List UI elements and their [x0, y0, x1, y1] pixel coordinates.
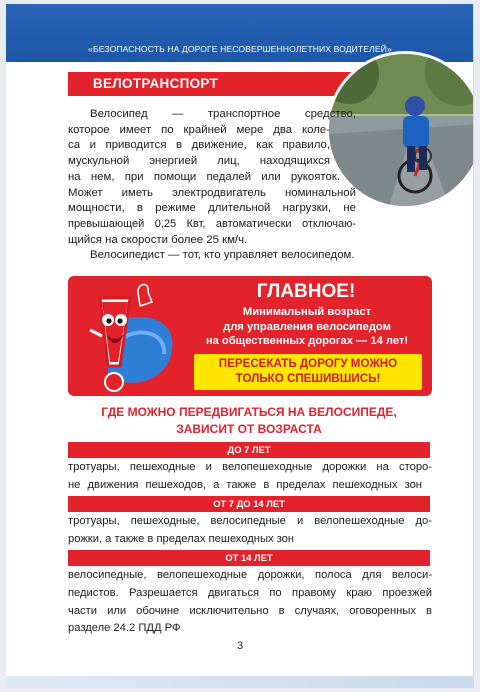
intro-paragraph	[68, 107, 356, 264]
where-to-ride-heading	[68, 404, 430, 437]
age-group-label: ОТ 14 ЛЕТ	[68, 550, 430, 566]
age-group-line: тротуары, пешеходные, велосипедные и велопешеходные до-	[68, 515, 432, 527]
minimum-age-text	[184, 305, 430, 349]
page-number: 3	[236, 640, 244, 652]
age-group-line: тротуары, пешеходные и велопешеходные дорожки на сторо-	[68, 461, 432, 473]
intro-line: Велосипед — транспортное средство,	[90, 108, 356, 120]
age-group-line: не движения пешеходов, а также в пределах пешеходных зон	[68, 478, 422, 491]
age-group-line: рожки, а также в пределах пешеходных зон	[68, 532, 295, 545]
age-group-label: ДО 7 ЛЕТ	[68, 442, 430, 458]
section-title: ВЕЛОТРАНСПОРТ	[92, 76, 219, 91]
intro-line: Может иметь электродвигатель номинальной	[68, 186, 356, 199]
crossing-warning-line: ПЕРЕСЕКАТЬ ДОРОГУ МОЖНО	[218, 357, 398, 370]
main-heading: ГЛАВНОЕ!	[256, 281, 356, 302]
intro-line: превышающей 0,25 Квт, автоматически отключаю-	[68, 217, 356, 230]
footer-band	[6, 676, 474, 688]
cyclist-definition: Велосипедист — тот, кто управляет велосипедом.	[90, 249, 355, 262]
minimum-age-line: для управления велосипедом	[223, 320, 391, 333]
header-title: «БЕЗОПАСНОСТЬ НА ДОРОГЕ НЕСОВЕРШЕННОЛЕТНИХ ВОДИТЕЛЕЙ»	[88, 44, 392, 54]
crossing-warning-text	[194, 357, 422, 386]
age-group-line: части или обочине исключительно в случаях, оговоренных в	[68, 604, 432, 617]
intro-line: са и приводится в движение, как правило,	[68, 139, 330, 152]
minimum-age-line: на общественных дорогах — 14 лет!	[205, 335, 409, 348]
exclamation-mascot-icon	[68, 270, 188, 398]
where-to-ride-line: ГДЕ МОЖНО ПЕРЕДВИГАТЬСЯ НА ВЕЛОСИПЕДЕ,	[101, 405, 397, 419]
age-group-line: велосипедные, велопешеходные дорожки, полоса для велоси-	[68, 569, 432, 581]
intro-line: мощности, в режиме длительной нагрузки, не	[68, 202, 356, 215]
age-group-line: разделе 24.2 ПДД РФ	[68, 622, 181, 635]
intro-line: мускульной энергией лиц, находящихся	[68, 155, 330, 168]
crossing-warning-line: ТОЛЬКО СПЕШИВШИСЬ!	[235, 371, 381, 385]
minimum-age-line: Минимальный возраст	[242, 306, 372, 318]
intro-line: которое имеет по крайней мере два коле-	[68, 123, 330, 136]
where-to-ride-line: ЗАВИСИТ ОТ ВОЗРАСТА	[176, 421, 322, 436]
intro-line: на нем, при помощи педалей или рукояток.	[68, 170, 340, 183]
intro-line: щийся на скорости более 25 км/ч.	[68, 233, 248, 246]
brochure-page	[6, 4, 474, 688]
age-group-text	[68, 459, 432, 495]
age-group-line: педистов. Разрешается двигаться по правому краю проезжей	[68, 586, 432, 599]
age-group-text	[68, 567, 432, 638]
age-group-text	[68, 513, 432, 549]
age-group-label: ОТ 7 ДО 14 ЛЕТ	[68, 496, 430, 512]
